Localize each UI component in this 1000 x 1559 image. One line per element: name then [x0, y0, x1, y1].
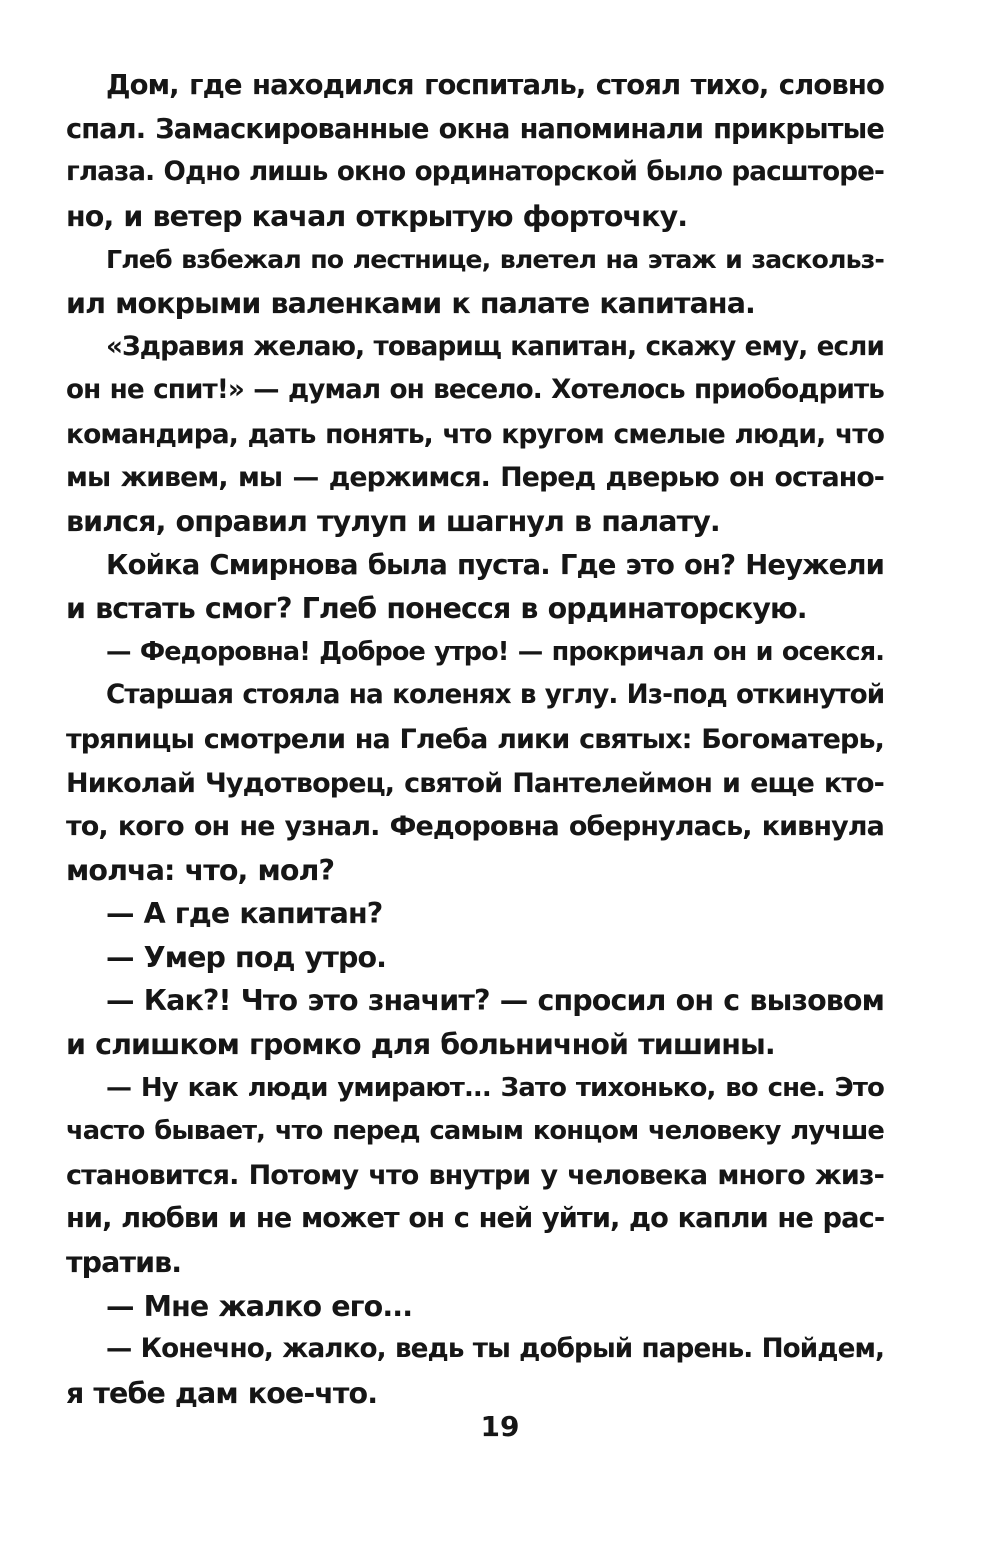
text-line: тратив.	[66, 1246, 182, 1280]
text-line: командира, дать понять, что кругом смелые люди, что	[66, 418, 884, 450]
text-line: молча: что, мол?	[66, 853, 335, 887]
text-line: становится. Потому что внутри у человека много жиз-	[66, 1159, 884, 1191]
text-line: Глеб взбежал по лестнице, влетел на этаж и заскольз-	[106, 245, 884, 275]
text-line: Николай Чудотворец, святой Пантелеймон и еще кто-	[66, 767, 884, 799]
text-line: я тебе дам кое-что.	[66, 1376, 378, 1410]
text-line: «Здравия желаю, товарищ капитан, скажу ему, если	[106, 331, 884, 362]
text-line: — Конечно, жалко, ведь ты добрый парень. Пойдем,	[106, 1334, 885, 1365]
text-line: — А где капитан?	[106, 897, 383, 931]
text-line: и встать смог? Глеб понесся в ординаторскую.	[66, 592, 807, 626]
text-line: мы живем, мы — держимся. Перед дверью он остано-	[66, 462, 884, 494]
text-line: Койка Смирнова была пуста. Где это он? Неужели	[106, 548, 884, 581]
text-line: но, и ветер качал открытую форточку.	[66, 199, 688, 233]
page-number: 19	[480, 1410, 520, 1443]
text-line: спал. Замаскированные окна напоминали прикрытые	[66, 113, 884, 145]
text-line: Старшая стояла на коленях в углу. Из-под откинутой	[106, 680, 885, 711]
text-line: — Мне жалко его...	[106, 1289, 413, 1323]
text-line: — Ну как люди умирают... Зато тихонько, во сне. Это	[106, 1072, 884, 1103]
text-line: то, кого он не узнал. Федоровна обернулась, кивнула	[66, 811, 884, 843]
text-line: Дом, где находился госпиталь, стоял тихо, словно	[106, 69, 884, 101]
text-line: — Умер под утро.	[106, 940, 387, 974]
text-line: он не спит!» — думал он весело. Хотелось приободрить	[66, 375, 884, 406]
text-line: ил мокрыми валенками к палате капитана.	[66, 286, 755, 320]
text-line: вился, оправил тулуп и шагнул в палату.	[66, 504, 720, 538]
text-line: тряпицы смотрели на Глеба лики святых: Богоматерь,	[66, 723, 884, 755]
body-text	[66, 64, 884, 1415]
text-line: — Как?! Что это значит? — спросил он с вызовом	[106, 984, 884, 1018]
text-line: и слишком громко для больничной тишины.	[66, 1028, 775, 1062]
text-line: часто бывает, что перед самым концом человеку лучше	[66, 1116, 884, 1147]
text-line: ни, любви и не может он с ней уйти, до капли не рас-	[66, 1203, 885, 1235]
text-line: глаза. Одно лишь окно ординаторской было расшторе-	[66, 157, 884, 188]
text-line: — Федоровна! Доброе утро! — прокричал он и осекся.	[106, 636, 884, 667]
